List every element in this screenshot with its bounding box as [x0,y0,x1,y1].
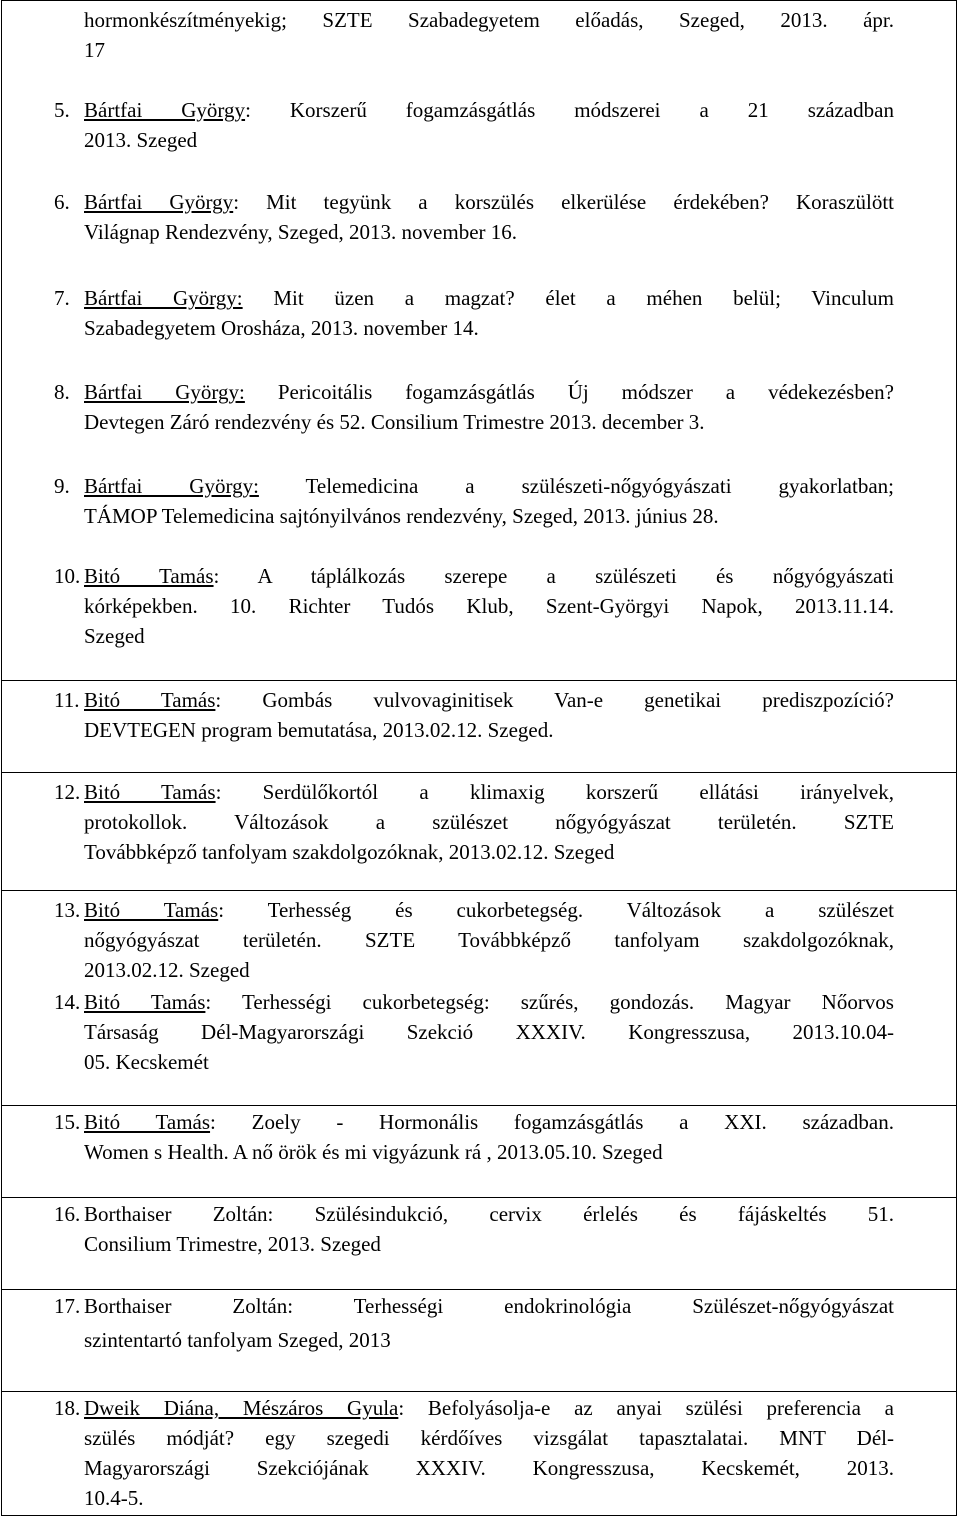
item-line: 10.4-5. [84,1486,144,1510]
item-number: 16. [54,1202,81,1226]
table-cell [2,1198,957,1290]
item-text [84,1107,894,1167]
list-item [2,777,894,867]
publication-table [1,0,957,1516]
author-name: Bártfai György: [84,380,245,404]
item-number [2,5,84,65]
table-row [2,1392,957,1516]
item-text [84,987,894,1077]
item-line: Társaság Dél-Magyarországi Szekció XXXIV. Kongresszusa, 2013.10.04- [84,1020,894,1044]
table-row [2,1290,957,1392]
author-name: Dweik Diána, Mészáros Gyula [84,1396,399,1420]
table-cell [2,891,957,1106]
item-text [84,1291,894,1355]
item-line: Devtegen Záró rendezvény és 52. Consilium Trimestre 2013. december 3. [84,410,705,434]
item-text [84,187,894,247]
table-row [2,1106,957,1198]
item-number: 10. [54,564,81,588]
item-line: Borthaiser Zoltán: Szülésindukció, cervix érlelés és fájáskeltés 51. [84,1202,894,1226]
item-text [84,561,894,651]
item-line: Bártfai György: Korszerű fogamzásgátlás módszerei a 21 században [84,98,895,122]
table-row [2,773,957,891]
item-line: 2013. Szeged [84,128,198,152]
author-name: Bitó Tamás [84,898,219,922]
item-line: Bártfai György: Mit tegyünk a korszülés elkerülése érdekében? Koraszülött [84,190,894,214]
author-name: Bártfai György: [84,286,243,310]
item-line: Bitó Tamás: Serdülőkortól a klimaxig korszerű ellátási irányelvek, [84,780,895,804]
item-line: kórképekben. 10. Richter Tudós Klub, Szent-Györgyi Napok, 2013.11.14. [84,594,894,618]
item-number: 13. [54,898,81,922]
item-line: Szeged [84,624,145,648]
item-line: Borthaiser Zoltán: Terhességi endokrinológia Szülészet-nőgyógyászat [84,1294,894,1318]
item-line: 05. Kecskemét [84,1050,209,1074]
author-name: Bitó Tamás [84,1110,211,1134]
author-name: Bitó Tamás [84,564,214,588]
table-cell [2,1,957,681]
item-line: szintentartó tanfolyam Szeged, 2013 [84,1328,391,1352]
item-line: nőgyógyászat területén. SZTE Továbbképző tanfolyam szakdolgozóknak, [84,928,894,952]
item-line: 2013.02.12. Szeged [84,958,250,982]
item-line: Bitó Tamás: Gombás vulvovaginitisek Van-e genetikai prediszpozíció? [84,688,894,712]
item-line: Bitó Tamás: Terhességi cukorbetegség: szűrés, gondozás. Magyar Nőorvos [84,990,894,1014]
list-item [2,95,894,155]
author-name: Bártfai György [84,98,246,122]
item-line: Consilium Trimestre, 2013. Szeged [84,1232,381,1256]
list-item [2,1291,894,1355]
table-row [2,1,957,681]
table-cell [2,1290,957,1392]
item-text [84,1199,894,1259]
item-number: 7. [54,286,70,310]
item-line: Bitó Tamás: Zoely - Hormonális fogamzásgátlás a XXI. században. [84,1110,894,1134]
author-name: Bitó Tamás [84,688,216,712]
item-text [84,1393,894,1513]
item-line: szülés módját? egy szegedi kérdőíves vizsgálat tapasztalatai. MNT Dél- [84,1426,894,1450]
item-line: Women s Health. A nő örök és mi vigyázunk rá , 2013.05.10. Szeged [84,1140,663,1164]
table-cell [2,681,957,773]
item-line: Szabadegyetem Orosháza, 2013. november 14. [84,316,479,340]
item-line: Dweik Diána, Mészáros Gyula: Befolyásolja-e az anyai szülési preferencia a [84,1396,894,1420]
table-cell [2,1106,957,1198]
item-number: 6. [54,190,70,214]
item-number: 11. [54,688,80,712]
item-number: 15. [54,1110,81,1134]
table-cell [2,1392,957,1516]
item-number: 14. [54,990,81,1014]
table-cell [2,773,957,891]
list-item [2,1199,894,1259]
table-row [2,681,957,773]
list-item [2,283,894,343]
item-line: protokollok. Változások a szülészet nőgyógyászat területén. SZTE [84,810,894,834]
author-name: Bártfai György [84,190,234,214]
list-item [2,187,894,247]
item-line: 17 [84,38,105,62]
item-line: Magyarországi Szekciójának XXXIV. Kongresszusa, Kecskemét, 2013. [84,1456,894,1480]
table-row [2,1198,957,1290]
item-number: 5. [54,98,70,122]
author-name: Bártfai György: [84,474,259,498]
item-line: Bitó Tamás: A táplálkozás szerepe a szülészeti és nőgyógyászati [84,564,894,588]
item-number: 8. [54,380,70,404]
item-text [84,895,894,985]
list-item [2,987,894,1077]
item-line: Bártfai György: Mit üzen a magzat? élet a méhen belül; Vinculum [84,286,894,310]
item-text [84,377,894,437]
list-item [2,471,894,531]
list-item [2,5,894,65]
item-line: Világnap Rendezvény, Szeged, 2013. november 16. [84,220,518,244]
list-item [2,685,894,745]
item-number: 18. [54,1396,81,1420]
item-line: Továbbképző tanfolyam szakdolgozóknak, 2013.02.12. Szeged [84,840,615,864]
author-name: Bitó Tamás [84,990,206,1014]
list-item [2,895,894,985]
item-line: Bártfai György: Telemedicina a szülészeti-nőgyógyászati gyakorlatban; [84,474,894,498]
item-text [84,777,894,867]
item-text [84,283,894,343]
item-text [84,471,894,531]
item-number: 17. [54,1294,81,1318]
item-line: hormonkészítményekig; SZTE Szabadegyetem előadás, Szeged, 2013. ápr. [84,8,894,32]
item-text [84,95,894,155]
item-line: TÁMOP Telemedicina sajtónyilvános rendezvény, Szeged, 2013. június 28. [84,504,719,528]
item-line: Bártfai György: Pericoitális fogamzásgátlás Új módszer a védekezésben? [84,380,894,404]
item-text [84,685,894,745]
item-line: DEVTEGEN program bemutatása, 2013.02.12. Szeged. [84,718,554,742]
item-text [84,5,894,65]
item-line: Bitó Tamás: Terhesség és cukorbetegség. Változások a szülészet [84,898,894,922]
list-item [2,377,894,437]
item-number: 9. [54,474,70,498]
list-item [2,1107,894,1167]
list-item [2,1393,894,1513]
list-item [2,561,894,651]
table-row [2,891,957,1106]
item-number: 12. [54,780,81,804]
author-name: Bitó Tamás [84,780,216,804]
